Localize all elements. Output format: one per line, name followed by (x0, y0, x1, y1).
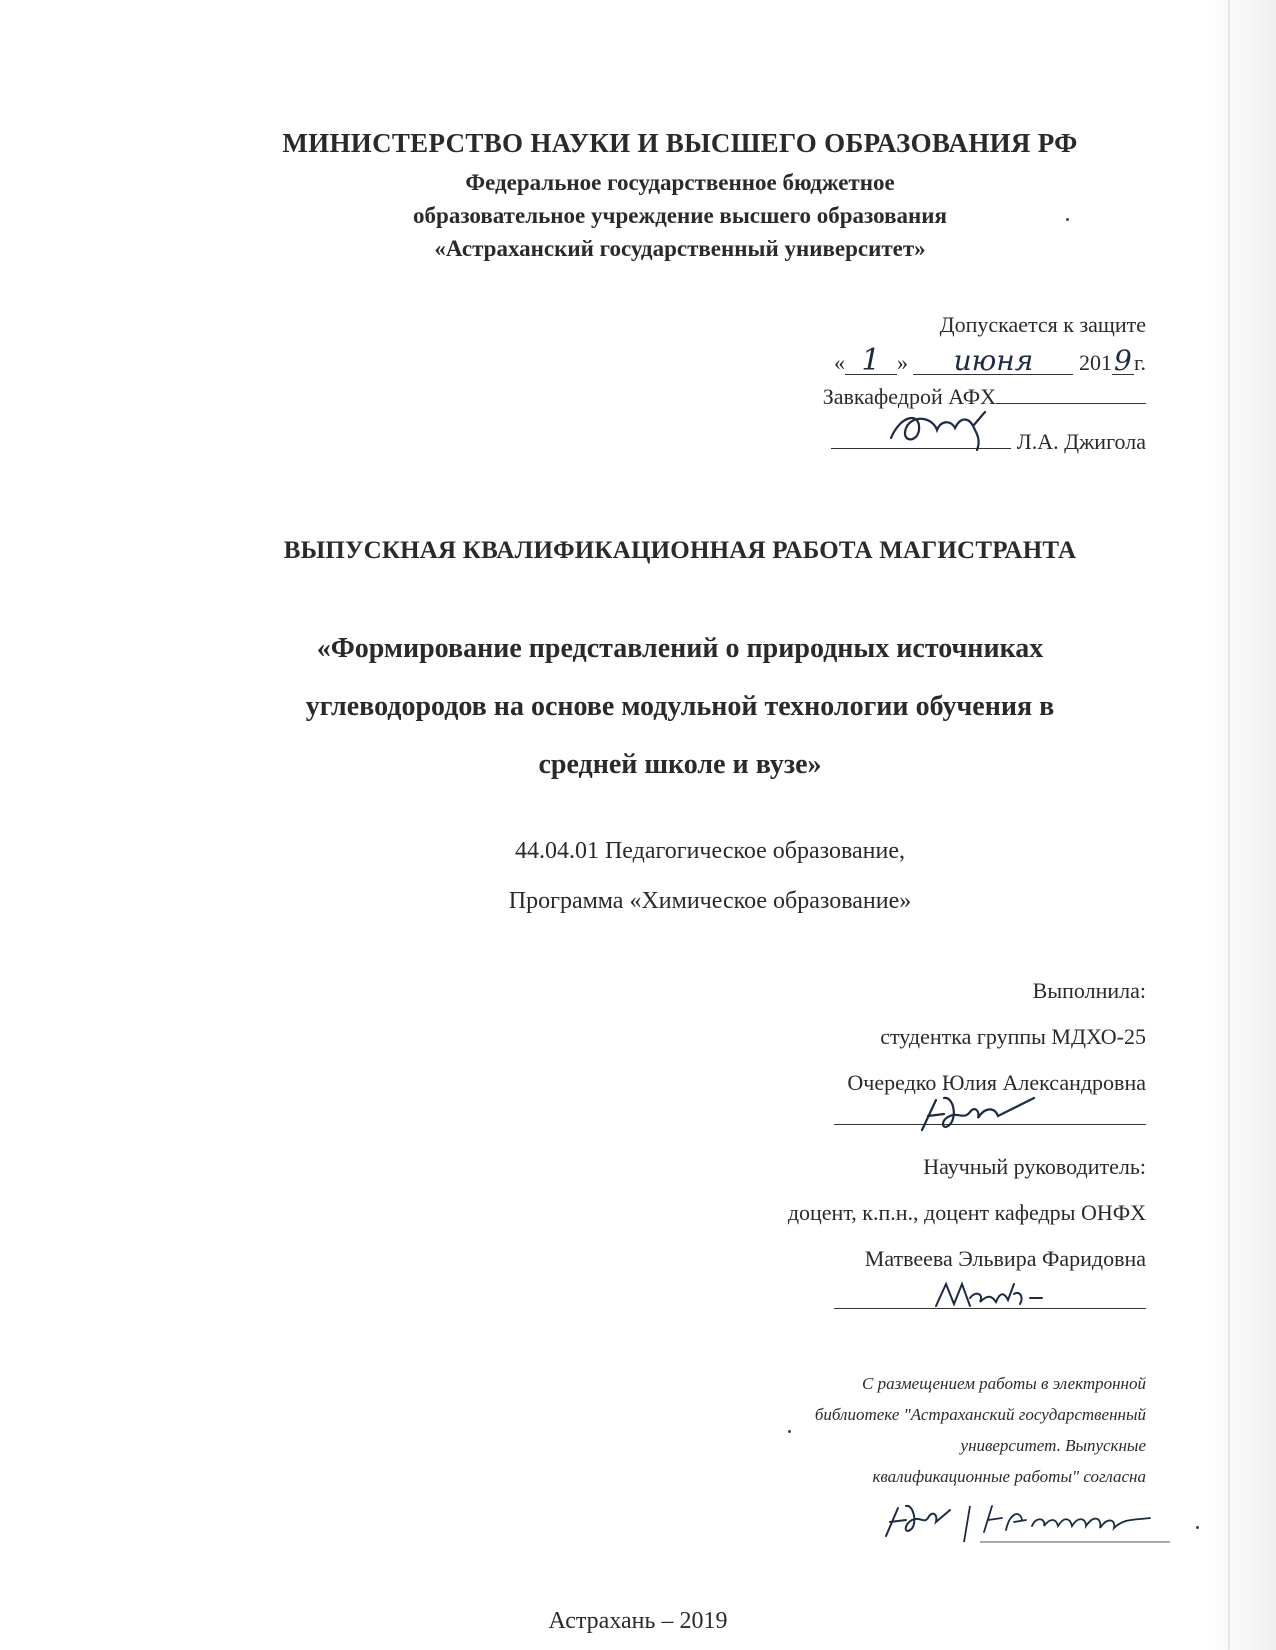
year-digit: 9 (1112, 348, 1134, 375)
consent-line-3: университет. Выпускные (960, 1436, 1146, 1455)
university-heading (200, 166, 1160, 265)
library-consent (686, 1368, 1146, 1492)
consent-line-2: библиотеке "Астраханский государственный (814, 1405, 1146, 1424)
author-signature-icon (914, 1090, 1044, 1140)
date-day: 1 (845, 348, 897, 375)
university-line-3: «Астраханский государственный университет» (434, 236, 926, 261)
scan-edge-line (1228, 0, 1230, 1650)
scan-speck (788, 1430, 791, 1433)
supervisor-signature-icon (930, 1274, 1060, 1314)
supervisor-name: Матвеева Эльвира Фаридовна (864, 1246, 1146, 1271)
quote-close: » (896, 350, 908, 375)
scan-edge-shadow (1206, 0, 1276, 1650)
work-type-title: ВЫПУСКНАЯ КВАЛИФИКАЦИОННАЯ РАБОТА МАГИСТРАНТА (283, 537, 1077, 564)
approval-date (833, 343, 1146, 378)
city-year: Астрахань – 2019 (548, 1608, 728, 1634)
university-line-1: Федеральное государственное бюджетное (465, 170, 895, 195)
scan-speck (1066, 218, 1069, 221)
ministry-heading: МИНИСТЕРСТВО НАУКИ И ВЫСШЕГО ОБРАЗОВАНИЯ РФ (282, 128, 1078, 158)
university-line-2: образовательное учреждение высшего образования (413, 203, 947, 228)
head-signature-icon (881, 404, 1001, 454)
head-title: Завкафедрой АФХ (822, 384, 996, 409)
supervisor-label: Научный руководитель: (923, 1154, 1146, 1179)
date-month: июня (913, 348, 1073, 375)
head-signature-row (831, 422, 1146, 455)
theme-line-2: углеводородов на основе модульной технологии обучения в (305, 691, 1055, 722)
year-prefix: 201 (1078, 350, 1112, 375)
thesis-theme (200, 620, 1160, 794)
head-name: Л.А. Джигола (1016, 429, 1146, 454)
specialty-code: 44.04.01 Педагогическое образование, (514, 838, 906, 864)
author-signature-row (834, 1096, 1146, 1131)
head-signature-line (831, 422, 1011, 449)
scan-speck (1196, 1526, 1199, 1529)
supervisor-signature-line (834, 1280, 1146, 1309)
specialty-program: Программа «Химическое образование» (508, 888, 912, 914)
author-signature-line (834, 1096, 1146, 1125)
year-suffix: г. (1133, 350, 1146, 375)
supervisor-position: доцент, к.п.н., доцент кафедры ОНФХ (787, 1200, 1146, 1225)
author-label: Выполнила: (1032, 978, 1146, 1003)
head-title-underline (996, 403, 1146, 404)
quote-open: « (833, 350, 845, 375)
specialty-block (230, 826, 1190, 926)
consent-line-1: С размещением работы в электронной (862, 1374, 1146, 1393)
author-name: Очередко Юлия Александровна (847, 1070, 1146, 1095)
author-group: студентка группы МДХО-25 (880, 1024, 1146, 1049)
admitted-label: Допускается к защите (939, 312, 1146, 337)
theme-line-1: «Формирование представлений о природных источниках (316, 633, 1044, 664)
theme-line-3: средней школе и вузе» (538, 749, 822, 780)
consent-signature-icon (880, 1496, 1180, 1546)
consent-line-4: квалификационные работы" согласна (872, 1467, 1146, 1486)
supervisor-signature-row (834, 1280, 1146, 1315)
